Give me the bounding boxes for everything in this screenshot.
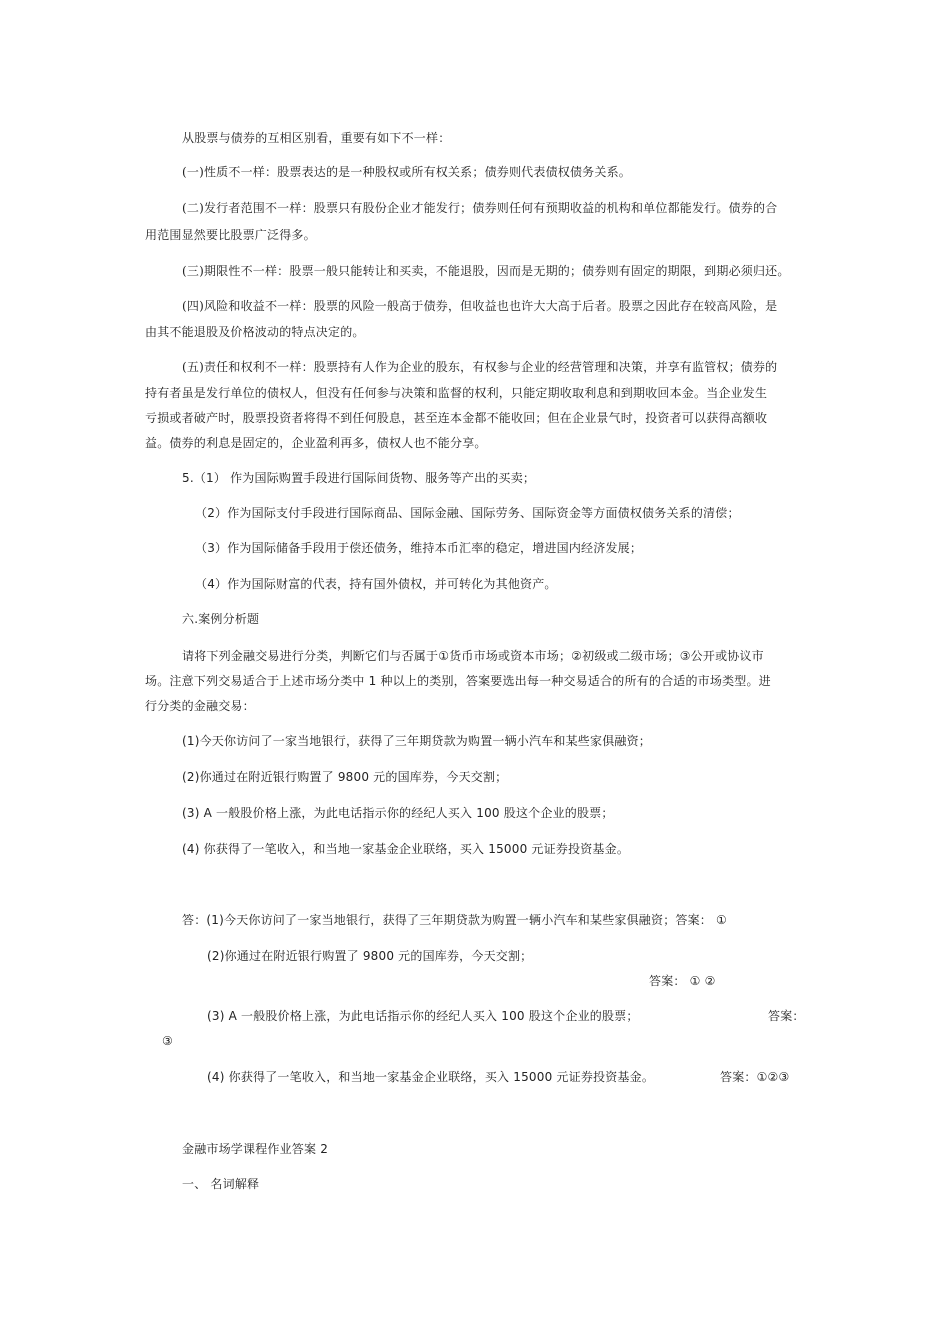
case-instructions-line-3: 行分类的金融交易：	[145, 699, 255, 713]
difference-5-line-4: 益。债券的利息是固定的，企业盈利再多，债权人也不能分享。	[145, 436, 487, 450]
answer-2-key: 答案： ① ②	[649, 974, 716, 988]
answer-1: 答：(1)今天你访问了一家当地银行，获得了三年期贷款为购置一辆小汽车和某些家俱融资；答案： ①	[182, 913, 727, 927]
difference-5-line-2: 持有者虽是发行单位的债权人，但没有任何参与决策和监督的权利，只能定期收取利息和到期收回本金。当企业发生	[145, 386, 768, 400]
subheading-term-definitions: 一、 名词解释	[182, 1177, 260, 1191]
function-item-3: （3）作为国际储备手段用于偿还债务，维持本币汇率的稳定，增进国内经济发展；	[195, 541, 643, 555]
answer-3-key: 答案：	[768, 1009, 805, 1023]
function-item-2: （2）作为国际支付手段进行国际商品、国际金融、国际劳务、国际资金等方面债权债务关系的清偿；	[195, 506, 740, 520]
function-item-1: 5.（1） 作为国际购置手段进行国际间货物、服务等产出的买卖；	[182, 471, 536, 485]
difference-1: (一)性质不一样：股票表达的是一种股权或所有权关系；债券则代表债权债务关系。	[182, 165, 631, 179]
transaction-1: (1)今天你访问了一家当地银行，获得了三年期贷款为购置一辆小汽车和某些家俱融资；	[182, 734, 652, 748]
difference-3: (三)期限性不一样：股票一般只能转让和买卖，不能退股，因而是无期的；债券则有固定的期限，到期必须归还。	[182, 264, 790, 278]
transaction-4: (4) 你获得了一笔收入，和当地一家基金企业联络，买入 15000 元证券投资基金。	[182, 842, 630, 856]
difference-2-line-1: (二)发行者范围不一样：股票只有股份企业才能发行；债券则任何有预期收益的机构和单位都能发行。债券的合	[182, 201, 778, 215]
difference-5-line-3: 亏损或者破产时，股票投资者将得不到任何股息，甚至连本金都不能收回；但在企业景气时，投资者可以获得高额收	[145, 411, 768, 425]
transaction-2: (2)你通过在附近银行购置了 9800 元的国库券，今天交割；	[182, 770, 508, 784]
answer-2: (2)你通过在附近银行购置了 9800 元的国库券，今天交割；	[207, 949, 533, 963]
transaction-3: (3) A 一般股价格上涨，为此电话指示你的经纪人买入 100 股这个企业的股票；	[182, 806, 614, 820]
answer-3-value: ③	[162, 1034, 173, 1048]
difference-4-line-2: 由其不能退股及价格波动的特点决定的。	[145, 325, 365, 339]
case-instructions-line-1: 请将下列金融交易进行分类，判断它们与否属于①货币市场或资本市场；②初级或二级市场；③公开或协议市	[182, 649, 764, 663]
section-heading-homework-2: 金融市场学课程作业答案 2	[182, 1142, 329, 1156]
answer-4: (4) 你获得了一笔收入，和当地一家基金企业联络，买入 15000 元证券投资基金。	[207, 1070, 655, 1084]
case-instructions-line-2: 场。注意下列交易适合于上述市场分类中 1 种以上的类别，答案要选出每一种交易适合的所有的合适的市场类型。进	[145, 674, 771, 688]
section-heading-case-analysis: 六.案例分析题	[182, 612, 260, 626]
answer-3: (3) A 一般股价格上涨，为此电话指示你的经纪人买入 100 股这个企业的股票；	[207, 1009, 639, 1023]
answer-4-key: 答案：①②③	[720, 1070, 790, 1084]
difference-4-line-1: (四)风险和收益不一样：股票的风险一般高于债券，但收益也也许大大高于后者。股票之因此存在较高风险，是	[182, 299, 778, 313]
difference-5-line-1: (五)责任和权利不一样：股票持有人作为企业的股东，有权参与企业的经营管理和决策，并享有监管权；债券的	[182, 360, 778, 374]
intro-text: 从股票与债券的互相区别看，重要有如下不一样：	[182, 131, 451, 145]
difference-2-line-2: 用范围显然要比股票广泛得多。	[145, 228, 316, 242]
function-item-4: （4）作为国际财富的代表，持有国外债权，并可转化为其他资产。	[195, 577, 557, 591]
